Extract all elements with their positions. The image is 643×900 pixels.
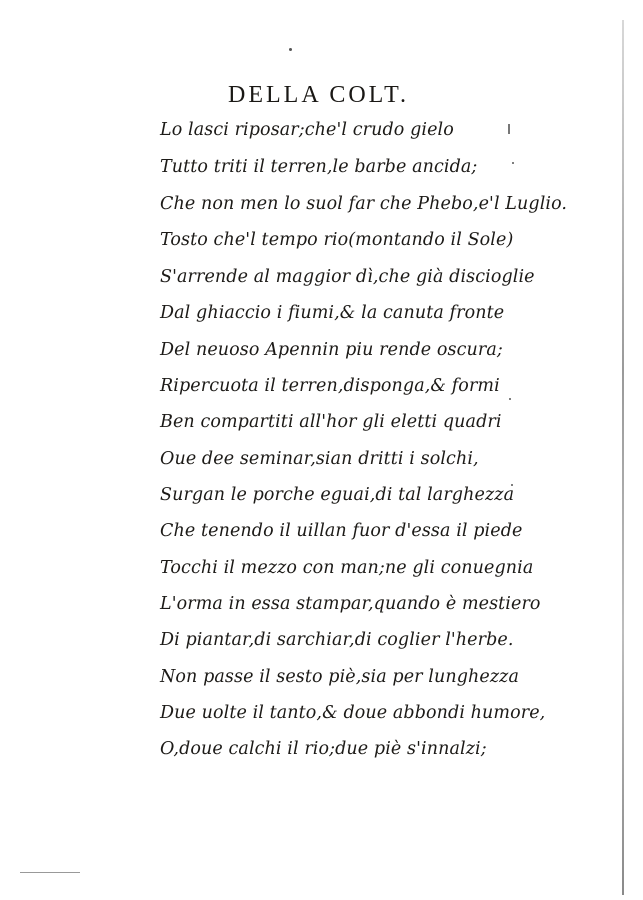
verse-line: Due uolte il tanto,& doue abbondi humore, bbox=[160, 703, 546, 723]
page-bottom-mark bbox=[20, 872, 80, 873]
verse-line: Ben compartiti all'hor gli eletti quadri bbox=[160, 412, 502, 432]
verse-line: Tutto triti il terren,le barbe ancida; bbox=[160, 157, 478, 177]
verse-line: L'orma in essa stampar,quando è mestiero bbox=[160, 594, 541, 614]
verse-line: Che tenendo il uillan fuor d'essa il piede bbox=[160, 521, 523, 541]
verse-line: Non passe il sesto piè,sia per lunghezza bbox=[160, 667, 520, 687]
verse-line: Oue dee seminar,sian dritti i solchi, bbox=[160, 449, 479, 469]
ink-speck bbox=[512, 162, 514, 164]
verse-line: Di piantar,di sarchiar,di coglier l'herbe. bbox=[160, 630, 514, 650]
verse-line: Dal ghiaccio i fiumi,& la canuta fronte bbox=[160, 303, 505, 323]
page-edge-shadow bbox=[622, 20, 624, 895]
verse-line: Ripercuota il terren,disponga,& formi bbox=[160, 376, 500, 396]
margin-mark bbox=[508, 124, 510, 134]
verse-line: Che non men lo suol far che Phebo,e'l Luglio. bbox=[160, 194, 568, 214]
verse-line: Del neuoso Apennin piu rende oscura; bbox=[160, 340, 503, 360]
verse-line: Lo lasci riposar;che'l crudo gielo bbox=[160, 120, 454, 140]
verse-line: Tocchi il mezzo con man;ne gli conuegnia bbox=[160, 558, 534, 578]
verse-line: O,doue calchi il rio;due piè s'innalzi; bbox=[160, 739, 487, 759]
verse-line: Tosto che'l tempo rio(montando il Sole) bbox=[160, 230, 514, 250]
verse-line: S'arrende al maggior dì,che già discioglie bbox=[160, 267, 535, 287]
verse-line: Surgan le porche eguai,di tal larghezza bbox=[160, 485, 515, 505]
ink-speck bbox=[509, 398, 511, 400]
running-title: DELLA COLT. bbox=[228, 82, 409, 108]
ink-speck bbox=[289, 48, 292, 51]
